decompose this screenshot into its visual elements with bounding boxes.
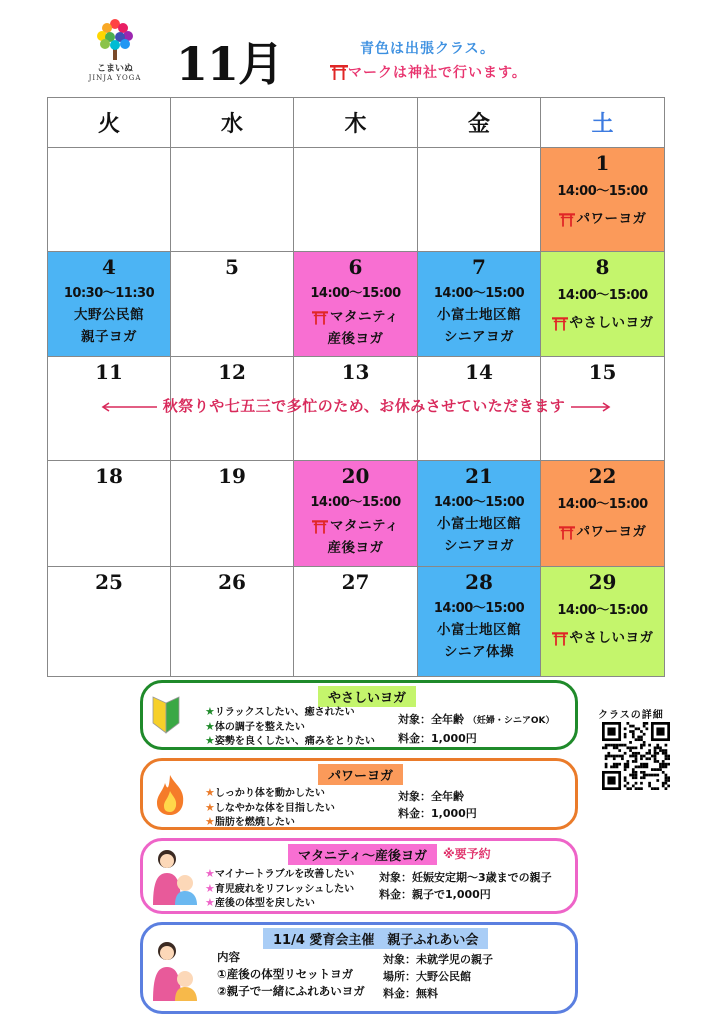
- class-time: 14:00～15:00: [310, 495, 401, 510]
- class-box-gentle-yoga: [140, 680, 578, 750]
- day-number: 20: [341, 464, 370, 488]
- torii-icon: [552, 316, 568, 331]
- day-number: 27: [341, 570, 370, 594]
- weekday-header: 木: [294, 98, 418, 148]
- maternity-meta: [379, 869, 552, 903]
- closure-message: [48, 395, 664, 416]
- gentle-target-note: （妊婦・シニアOK）: [467, 716, 555, 726]
- class-name: [294, 537, 417, 559]
- day-number: 12: [218, 360, 246, 384]
- class-box-power-yoga: [140, 758, 578, 830]
- power-meta: [398, 788, 477, 822]
- day-number: 1: [595, 151, 610, 175]
- torii-icon: [559, 212, 575, 227]
- class-time: 14:00～15:00: [310, 286, 401, 301]
- calendar-day-cell: [418, 461, 541, 567]
- class-name: [541, 627, 664, 649]
- calendar-day-cell: [48, 567, 171, 676]
- class-name-text: やさしいヨガ: [569, 315, 654, 331]
- class-box-maternity-yoga: [140, 838, 578, 914]
- gentle-target: 対象：全年齢: [398, 713, 464, 726]
- calendar-day-cell: [48, 461, 171, 567]
- power-bullet: ★脂肪を燃焼したい: [205, 815, 295, 828]
- day-number: 11: [95, 360, 123, 384]
- weekday-header: 火: [48, 98, 171, 148]
- torii-icon: [312, 310, 328, 325]
- event-content-item: ②親子で一緒にふれあいヨガ: [217, 984, 365, 998]
- calendar-day-cell: [171, 252, 294, 357]
- calendar-day-cell: [171, 461, 294, 567]
- class-name: [418, 619, 540, 641]
- class-name-text: 親子ヨガ: [81, 329, 137, 345]
- torii-icon: [330, 64, 348, 80]
- day-number: 18: [95, 464, 123, 488]
- event-content-label: 内容: [217, 950, 240, 964]
- calendar-day-cell: [541, 461, 664, 567]
- class-name: [418, 641, 540, 663]
- calendar-day-cell: [294, 567, 418, 676]
- gentle-bullets: [205, 705, 375, 749]
- maternity-bullets: [205, 867, 354, 911]
- class-time: 14:00～15:00: [433, 495, 525, 510]
- day-number: 4: [102, 255, 116, 279]
- class-name-text: 大野公民館: [74, 307, 144, 323]
- beginner-mark-icon: [151, 695, 181, 735]
- calendar-day-cell: [541, 148, 664, 252]
- class-title-gentle: やさしいヨガ: [318, 686, 416, 707]
- event-fee: 料金：無料: [383, 987, 438, 1000]
- torii-icon: [559, 525, 575, 540]
- day-number: 21: [465, 464, 493, 488]
- day-number: 28: [465, 570, 493, 594]
- maternity-target: 対象：妊娠安定期～3歳までの親子: [379, 871, 552, 884]
- class-name: [418, 326, 540, 348]
- class-name-text: 小富士地区館: [437, 307, 521, 323]
- class-name: [48, 326, 170, 348]
- note-blue-class: 青色は出張クラス。: [360, 41, 495, 57]
- maternity-bullet: ★マイナートラブルを改善したい: [205, 867, 355, 880]
- right-arrow-icon: [571, 402, 611, 412]
- gentle-bullet: ★体の調子を整えたい: [205, 719, 305, 733]
- torii-icon: [552, 631, 568, 646]
- mother-baby-icon: [147, 847, 199, 909]
- class-name-text: マタニティ: [330, 518, 399, 534]
- class-name: [294, 328, 417, 350]
- day-number: 7: [472, 255, 486, 279]
- power-fee: 料金：1,000円: [398, 807, 477, 820]
- class-name: [541, 521, 664, 543]
- qr-label: クラスの詳細: [598, 710, 664, 721]
- left-arrow-icon: [101, 402, 157, 412]
- day-number: 22: [588, 464, 617, 488]
- class-name: [418, 535, 540, 557]
- note-shrine: [330, 62, 527, 82]
- class-name: [294, 306, 417, 328]
- class-name-text: 産後ヨガ: [327, 540, 384, 556]
- logo: [80, 14, 150, 94]
- event-box-parent-child: [140, 922, 578, 1014]
- power-bullet: ★しなやかな体を目指したい: [205, 800, 335, 814]
- logo-subtext: JINJA YOGA: [88, 74, 142, 82]
- day-number: 25: [95, 570, 123, 594]
- class-time: 14:00～15:00: [557, 603, 648, 618]
- maternity-bullet: ★産後の体型を戻したい: [205, 896, 315, 909]
- class-name: [541, 312, 664, 334]
- class-name: [541, 208, 664, 230]
- class-name-text: 小富士地区館: [437, 622, 521, 638]
- class-time: 14:00～15:00: [433, 286, 525, 301]
- calendar-day-cell: [418, 567, 541, 676]
- gentle-bullet: ★リラックスしたい、癒されたい: [205, 705, 355, 718]
- class-title-maternity: マタニティ～産後ヨガ: [288, 844, 437, 865]
- class-name-text: 小富士地区館: [437, 516, 521, 532]
- class-name-text: パワーヨガ: [576, 211, 647, 227]
- power-target: 対象：全年齢: [398, 790, 464, 803]
- day-number: 15: [588, 360, 617, 384]
- class-time: 10:30～11:30: [63, 286, 155, 301]
- day-number: 6: [348, 255, 363, 279]
- event-content-item: ①産後の体型リセットヨガ: [217, 967, 354, 981]
- gentle-fee: 料金：1,000円: [398, 732, 477, 745]
- weekday-header: 金: [418, 98, 541, 148]
- class-name: [418, 513, 540, 535]
- weekday-header: 水: [171, 98, 294, 148]
- event-content: [217, 949, 365, 1000]
- day-number: 5: [225, 255, 239, 279]
- calendar-day-cell: [418, 252, 541, 357]
- weekday-header: 土: [541, 98, 664, 148]
- class-name: [294, 515, 417, 537]
- event-place: 場所：大野公民館: [383, 970, 471, 983]
- class-name-text: シニア体操: [444, 644, 514, 660]
- class-name: [48, 304, 170, 326]
- day-number: 26: [218, 570, 246, 594]
- calendar-day-cell: [171, 148, 294, 252]
- tree-logo-icon: [93, 14, 137, 64]
- class-name-text: シニアヨガ: [444, 329, 514, 345]
- calendar-day-cell: [541, 567, 664, 676]
- event-meta: [383, 951, 493, 1002]
- calendar-day-cell: [48, 148, 171, 252]
- class-name-text: やさしいヨガ: [569, 630, 654, 646]
- power-bullets: [205, 786, 335, 830]
- class-time: 14:00～15:00: [557, 288, 648, 303]
- day-number: 29: [588, 570, 617, 594]
- flame-icon: [153, 773, 187, 817]
- power-bullet: ★しっかり体を動かしたい: [205, 786, 325, 799]
- class-time: 14:00～15:00: [557, 497, 648, 512]
- calendar-day-cell: [171, 567, 294, 676]
- day-number: 14: [465, 360, 493, 384]
- class-time: 14:00～15:00: [433, 601, 525, 616]
- calendar-day-cell: [48, 252, 171, 357]
- calendar-day-cell: [294, 148, 418, 252]
- class-title-power: パワーヨガ: [318, 764, 403, 785]
- qr-code-icon[interactable]: [602, 722, 670, 790]
- calendar-day-cell: [294, 461, 418, 567]
- gentle-meta: [398, 711, 554, 747]
- calendar-day-cell: [294, 252, 418, 357]
- logo-text: こまいぬ: [96, 64, 133, 74]
- note-shrine-text: マークは神社で行います。: [348, 65, 527, 81]
- class-name-text: マタニティ: [330, 309, 399, 325]
- class-name: [418, 304, 540, 326]
- calendar-day-cell: [541, 252, 664, 357]
- maternity-bullet: ★育児疲れをリフレッシュしたい: [205, 881, 355, 895]
- day-number: 19: [218, 464, 246, 488]
- class-time: 14:00～15:00: [557, 184, 648, 199]
- event-title: 11/4 愛育会主催 親子ふれあい会: [263, 928, 488, 949]
- gentle-bullet: ★姿勢を良くしたい、痛みをとりたい: [205, 734, 375, 747]
- closure-message-text: 秋祭りや七五三で多忙のため、お休みさせていただきます: [162, 397, 566, 415]
- class-name-text: シニアヨガ: [444, 538, 514, 554]
- torii-icon: [312, 519, 328, 534]
- mother-baby-icon: [147, 939, 199, 1005]
- class-name-text: パワーヨガ: [576, 524, 647, 540]
- month-title: 11月: [176, 37, 284, 91]
- calendar-day-cell: [418, 148, 541, 252]
- calendar-grid: [47, 97, 665, 677]
- day-number: 8: [595, 255, 610, 279]
- class-name-text: 産後ヨガ: [327, 331, 384, 347]
- reservation-note: ※要予約: [443, 847, 491, 861]
- maternity-fee: 料金：親子で1,000円: [379, 888, 491, 901]
- day-number: 13: [341, 360, 370, 384]
- event-target: 対象：未就学児の親子: [383, 953, 493, 966]
